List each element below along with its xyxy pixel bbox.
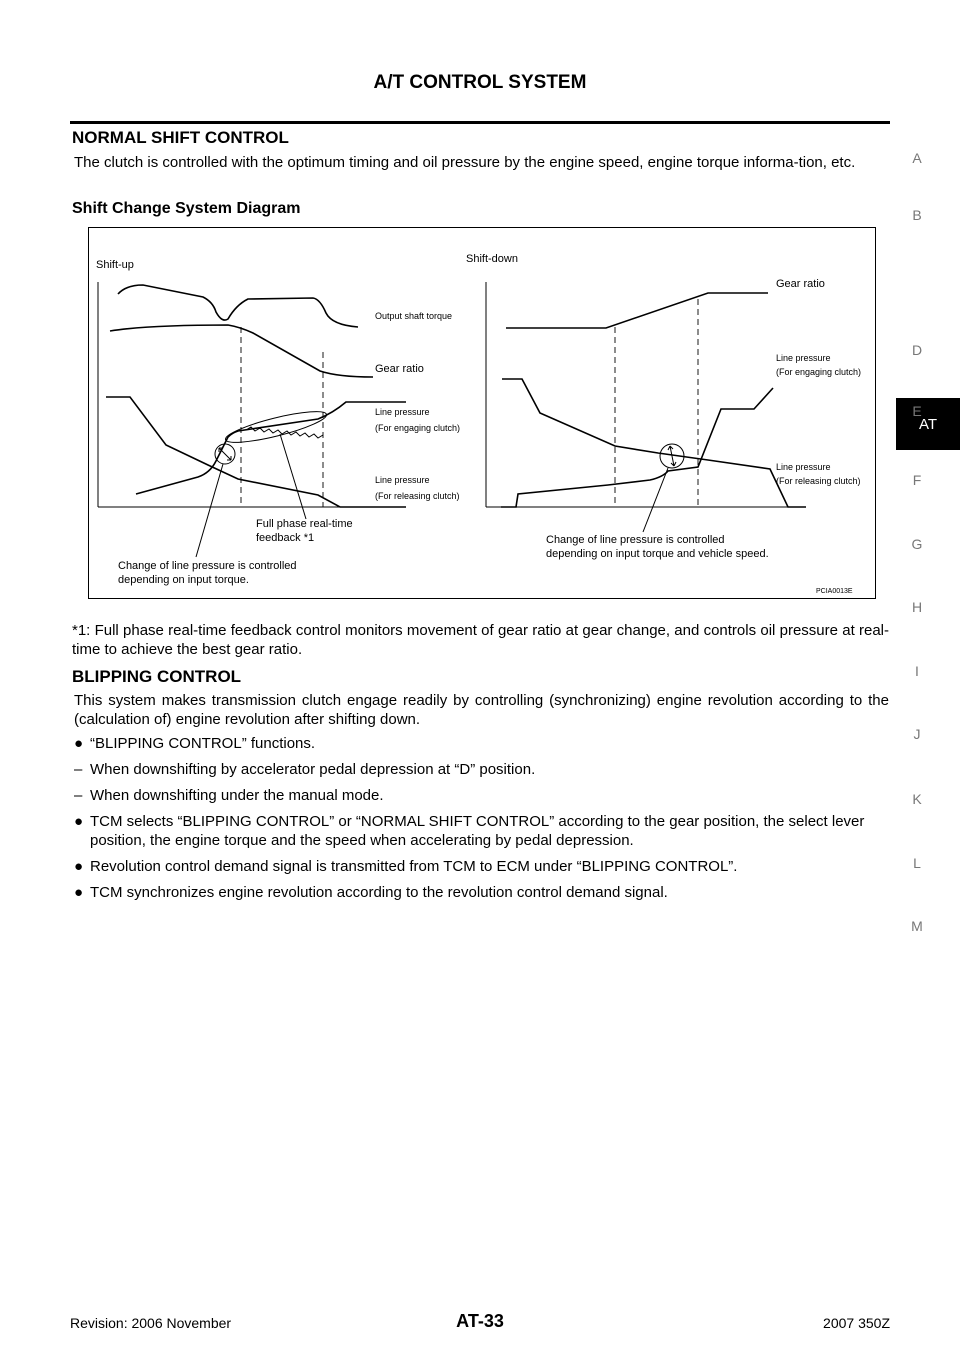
index-letter-h[interactable]: H xyxy=(911,599,923,615)
index-letter-f[interactable]: F xyxy=(912,472,922,488)
section-heading-normal-shift: NORMAL SHIFT CONTROL xyxy=(72,128,289,147)
index-tab-active[interactable]: AT xyxy=(896,398,960,450)
list-item xyxy=(74,760,889,779)
normal-shift-body: The clutch is controlled with the optimum timing and oil pressure by the engine speed, engine torque informa-tion, etc. xyxy=(74,154,856,171)
shift-change-diagram xyxy=(88,227,876,599)
list-item-text: TCM synchronizes engine revolution according to the revolution control demand signal. xyxy=(90,884,668,901)
index-letter-k[interactable]: K xyxy=(912,791,922,807)
index-letter-i[interactable]: I xyxy=(915,663,919,679)
right-line-engaging-label-2: (For engaging clutch) xyxy=(776,367,862,377)
right-leader-change xyxy=(643,468,668,532)
diagram-frame xyxy=(89,228,876,599)
left-line-releasing-label-1: Line pressure xyxy=(375,475,430,485)
index-letter-a[interactable]: A xyxy=(912,150,922,166)
index-letter-j[interactable]: J xyxy=(913,726,921,742)
list-item xyxy=(74,857,889,876)
feedback-label-1: Full phase real-time xyxy=(256,518,353,530)
left-note-1: Change of line pressure is controlled xyxy=(118,560,297,572)
dash-icon: – xyxy=(74,787,83,804)
footer-revision: Revision: 2006 November xyxy=(70,1315,232,1331)
index-letter-l[interactable]: L xyxy=(913,855,921,871)
output-torque-label: Output shaft torque xyxy=(375,311,453,321)
bullet-icon: ● xyxy=(74,735,84,752)
index-letter-g[interactable]: G xyxy=(911,536,923,552)
blipping-body: This system makes transmission clutch engage readily by controlling (synchronizing) engine revolution according to the (calculation of) engine revolution after shifting down. xyxy=(74,692,889,728)
left-line-releasing-label-2: (For releasing clutch) xyxy=(375,491,460,501)
title-rule xyxy=(70,121,890,124)
diagram-code: PCIA0013E xyxy=(816,588,853,595)
bullet-icon: ● xyxy=(74,813,84,830)
left-gear-ratio-curve xyxy=(110,325,373,377)
right-line-engaging-curve xyxy=(501,388,773,507)
right-line-releasing-curve xyxy=(502,379,806,507)
page-title: A/T CONTROL SYSTEM xyxy=(373,72,587,93)
bullet-icon: ● xyxy=(74,858,84,875)
right-note-2: depending on input torque and vehicle speed. xyxy=(546,548,769,560)
left-line-engaging-label-1: Line pressure xyxy=(375,407,430,417)
index-letter-d[interactable]: D xyxy=(911,342,923,358)
right-line-releasing-label-1: Line pressure xyxy=(776,462,831,472)
section-heading-blipping: BLIPPING CONTROL xyxy=(72,667,242,686)
footer-model: 2007 350Z xyxy=(823,1315,890,1331)
index-letter-e[interactable]: E xyxy=(912,403,922,419)
diagram-footnote: *1: Full phase real-time feedback control monitors movement of gear ratio at gear change, and controls oil pressure at real-time to achieve the best gear ratio. xyxy=(72,622,889,658)
bullet-icon: ● xyxy=(74,884,84,901)
shift-up-title: Shift-up xyxy=(96,259,134,271)
list-item xyxy=(74,734,889,753)
list-item xyxy=(74,812,889,850)
left-feedback-ellipse xyxy=(223,406,328,449)
feedback-label-2: feedback *1 xyxy=(256,532,315,544)
list-item-text: “BLIPPING CONTROL” functions. xyxy=(90,735,316,752)
list-item-text: When downshifting under the manual mode. xyxy=(90,787,384,804)
blipping-list xyxy=(74,734,889,909)
left-note-2: depending on input torque. xyxy=(118,574,249,586)
list-item-text: TCM selects “BLIPPING CONTROL” or “NORMAL SHIFT CONTROL” according to the gear position, the select lever position, the engine torque and the speed when accelerating by pedal depression. xyxy=(90,813,865,849)
left-gear-ratio-label: Gear ratio xyxy=(375,363,424,375)
left-line-engaging-label-2: (For engaging clutch) xyxy=(375,423,461,433)
list-item xyxy=(74,883,889,902)
list-item xyxy=(74,786,889,805)
left-arrow-in-circle xyxy=(219,448,231,460)
list-item-text: When downshifting by accelerator pedal depression at “D” position. xyxy=(90,761,536,778)
right-line-engaging-label-1: Line pressure xyxy=(776,353,831,363)
right-line-releasing-label-2: (For releasing clutch) xyxy=(776,476,861,486)
index-letter-b[interactable]: B xyxy=(912,207,922,223)
right-gear-ratio-curve xyxy=(506,293,768,328)
right-gear-ratio-label: Gear ratio xyxy=(776,278,825,290)
list-item-text: Revolution control demand signal is transmitted from TCM to ECM under “BLIPPING CONTROL”. xyxy=(90,858,738,875)
footer-page-number: AT-33 xyxy=(456,1311,504,1331)
output-torque-curve xyxy=(118,285,358,327)
index-letter-m[interactable]: M xyxy=(911,918,923,934)
left-leader-feedback xyxy=(280,434,306,519)
dash-icon: – xyxy=(74,761,83,778)
left-leader-change xyxy=(196,464,223,557)
right-note-1: Change of line pressure is controlled xyxy=(546,534,725,546)
diagram-heading: Shift Change System Diagram xyxy=(72,200,301,217)
shift-down-title: Shift-down xyxy=(466,253,518,265)
left-line-engaging-curve xyxy=(136,402,406,494)
